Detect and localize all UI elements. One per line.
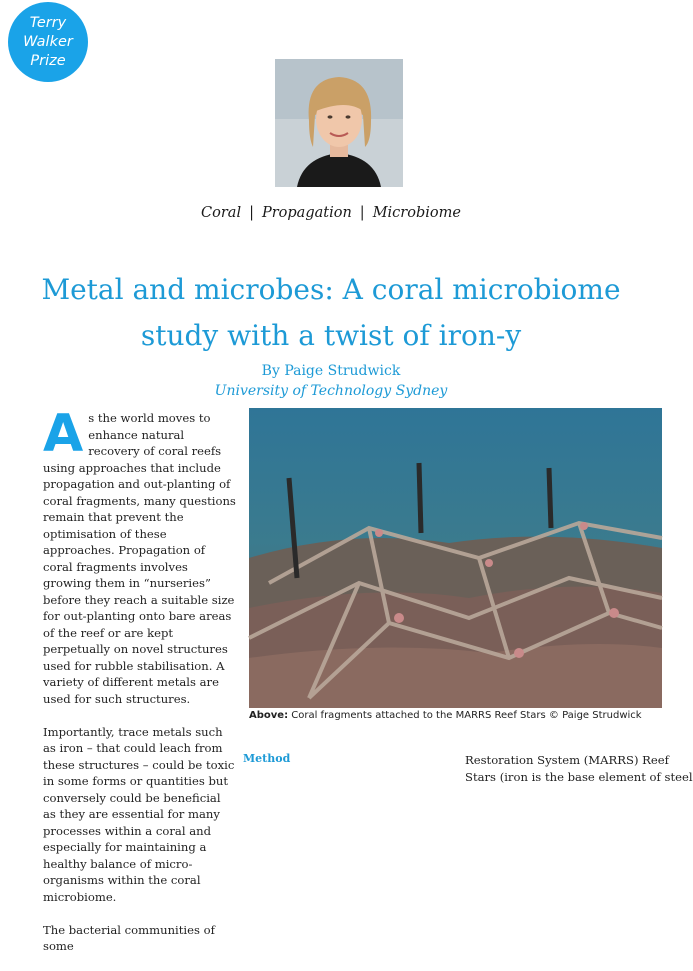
method-line-1: Restoration System (MARRS) Reef	[465, 753, 669, 767]
byline	[0, 361, 662, 401]
author-institution: University of Technology Sydney	[214, 383, 448, 399]
tag-coral: Coral	[201, 205, 242, 221]
intro-paragraph-1	[43, 404, 236, 707]
caption-label: Above:	[249, 710, 289, 721]
tag-propagation: Propagation	[261, 205, 352, 221]
tag-microbiome: Microbiome	[372, 205, 461, 221]
tag-separator: |	[249, 205, 254, 221]
intro-column	[43, 404, 236, 971]
badge-line-2: Walker	[23, 33, 73, 50]
article-title: Metal and microbes: A coral microbiome study with a twist of iron-y	[41, 273, 621, 352]
coral-reef-photo	[249, 408, 662, 708]
caption-text: Coral fragments attached to the MARRS Reef Stars © Paige Strudwick	[288, 710, 642, 721]
author-name: By Paige Strudwick	[261, 363, 401, 379]
topic-tags	[0, 205, 662, 221]
badge-line-3: Prize	[30, 52, 66, 69]
intro-paragraph-1-text: s the world moves to enhance natural recovery of coral reefs using approaches that include propagation and out-planting of coral fragments, many questions remain that prevent the optimisation of these approaches. Propagation of coral fragments involves growing them in “nurseries” before they reach a suitable size for out-planting onto bare areas of the reef or are kept perpetually on novel structures used for rubble stabilisation. A variety of different metals are used for such structures.	[43, 411, 236, 706]
drop-cap: A	[43, 404, 84, 464]
prize-badge	[8, 2, 88, 82]
tag-separator: |	[359, 205, 365, 221]
method-heading: Method	[243, 752, 291, 765]
method-line-2: Stars (iron is the base element of steel	[465, 769, 693, 784]
photo-caption	[249, 710, 662, 721]
intro-paragraph-3: The bacterial communities of some	[43, 922, 215, 953]
intro-paragraph-2: Importantly, trace metals such as iron – that could leach from these structures – could be toxic in some forms or quantities but conversely could be beneficial as they are essential for many processes within a coral and especially for maintaining a healthy balance of micro-organisms within the coral microbiome.	[43, 724, 235, 904]
author-portrait	[275, 59, 403, 187]
method-column	[465, 752, 693, 785]
badge-line-1: Terry	[29, 14, 67, 31]
